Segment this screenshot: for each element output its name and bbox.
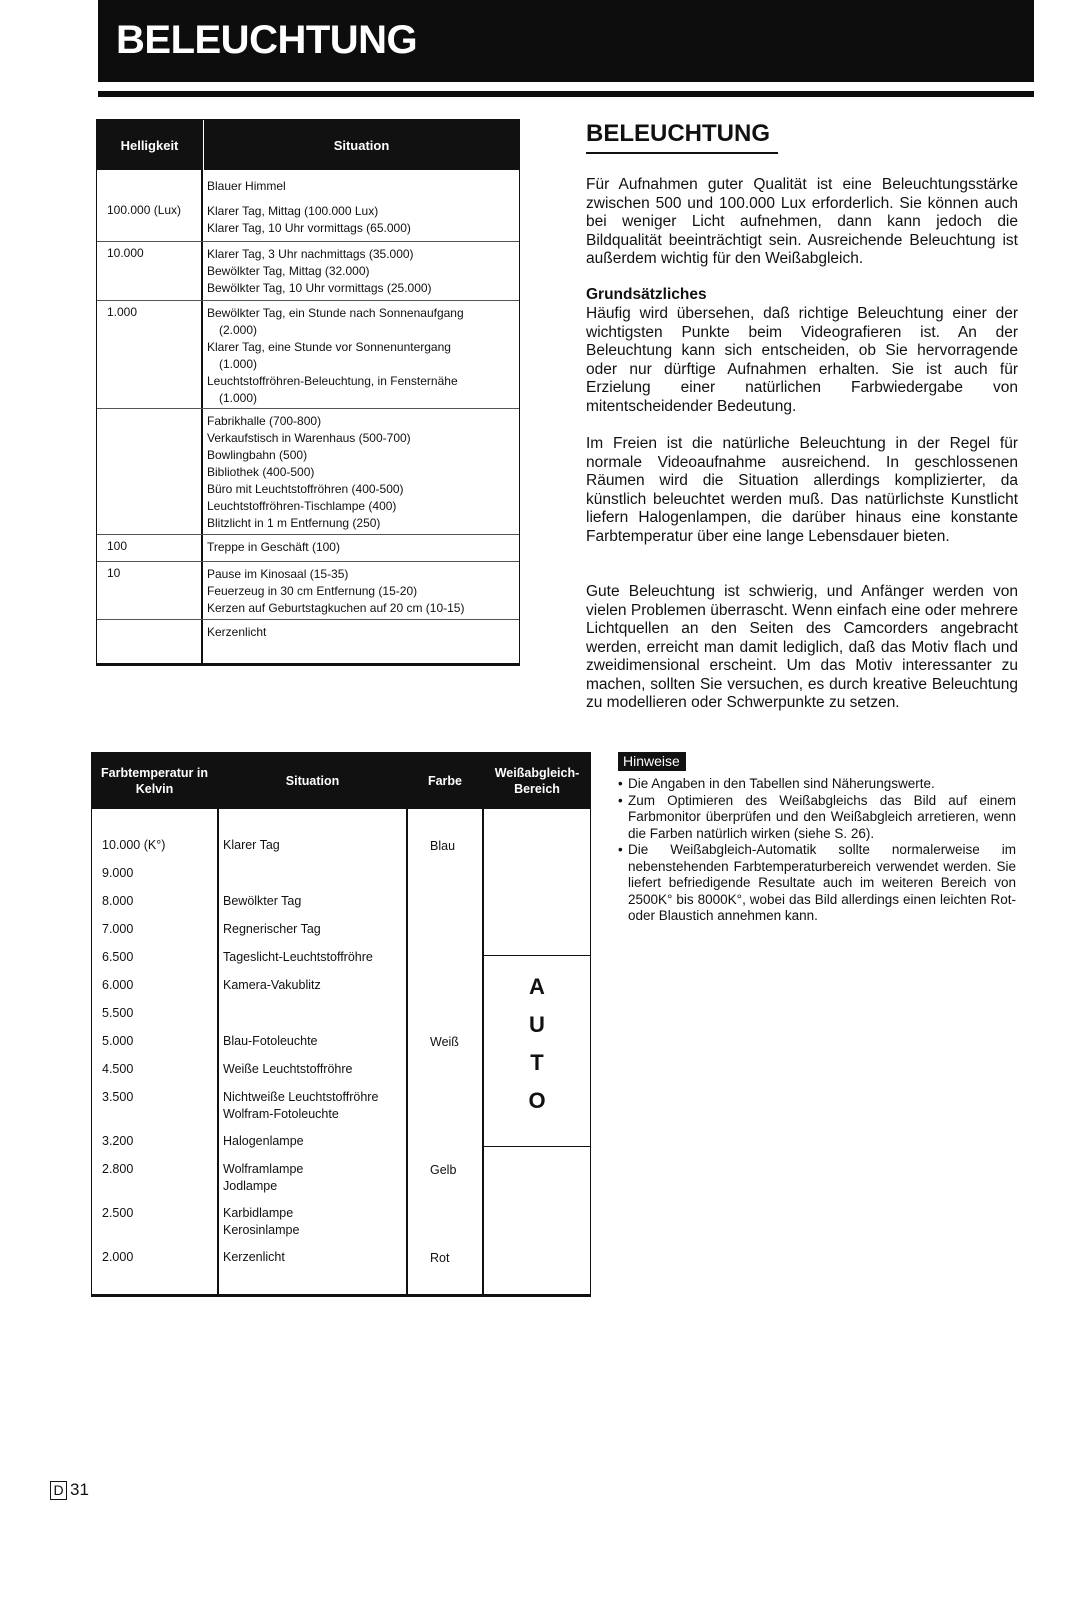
situation-line: Leuchtstoffröhren-Beleuchtung, in Fensternähe [207, 374, 458, 388]
farbe-value: Rot [430, 1251, 450, 1265]
situation-line: Blitzlicht in 1 m Entfernung (250) [207, 516, 381, 530]
situation-line: Fabrikhalle (700-800) [207, 414, 322, 428]
section-letter-box: D [50, 1481, 67, 1500]
kelvin-value: 6.000 [102, 978, 134, 992]
situation-line: (2.000) [219, 323, 258, 337]
lux-value: 10 [107, 566, 121, 580]
situation-line: Wolfram-Fotoleuchte [223, 1107, 339, 1121]
auto-letter: A [529, 974, 545, 999]
situation-line: Verkaufstisch in Warenhaus (500-700) [207, 431, 411, 445]
auto-letter: O [528, 1088, 546, 1113]
table-row [97, 561, 519, 615]
situation-line: Bewölkter Tag, 10 Uhr vormittags (25.000) [207, 281, 432, 295]
paragraph-2: Im Freien ist die natürliche Beleuchtung in der Regel für normale Videoaufnahme ausreichend. In geschlossenen Räumen wird die Situation allerdings komplizierter, da künstlich beleuchtet werden muß. Das natürlichste Kunstlicht liefern Halogenlampen, die darüber hinaus eine konstante Farbtemperatur über eine lange Lebensdauer bieten. [586, 435, 1018, 545]
situation-line: Bewölkter Tag, Mittag (32.000) [207, 264, 370, 278]
kelvin-value: 4.500 [102, 1062, 134, 1076]
lux-value: 100 [107, 539, 128, 553]
situation-line: Tageslicht-Leuchtstoffröhre [223, 950, 373, 964]
situation-cell [207, 305, 507, 407]
column-header-farbe: Farbe [427, 774, 463, 788]
column-divider [217, 753, 219, 1294]
paragraph-3: Gute Beleuchtung ist schwierig, und Anfänger werden von vielen Problemen überrascht. Wenn einfach eine oder mehrere Lichtquellen an den Seiten des Camcorders angebracht werden, erreicht man damit lediglich, daß das Motiv flach und zweidimensional erscheint. Um das Motiv interessanter zu machen, sollten Sie versuchen, es durch kreative Beleuchtung zu modellieren oder Schwerpunkte zu setzen. [586, 583, 1018, 711]
situation-cell [207, 566, 507, 617]
kelvin-value: 7.000 [102, 922, 134, 936]
lux-value: 100.000 (Lux) [107, 203, 182, 217]
situation-line: Klarer Tag, Mittag (100.000 Lux) [207, 204, 379, 218]
situation-line: Nichtweiße Leuchtstoffröhre [223, 1090, 379, 1104]
situation-line: Klarer Tag [223, 838, 280, 852]
column-header-situation: Situation [285, 774, 340, 788]
situation-line: Büro mit Leuchtstoffröhren (400-500) [207, 482, 404, 496]
lux-value: 10.000 [107, 246, 144, 260]
brightness-table [96, 119, 520, 666]
color-temperature-table [91, 752, 591, 1297]
situation-cell [223, 1205, 403, 1239]
situation-line: Treppe in Geschäft (100) [207, 540, 340, 554]
lux-value: 1.000 [107, 305, 138, 319]
page-title: BELEUCHTUNG [116, 18, 418, 62]
note-item: • Die Weißabgleich-Automatik sollte normalerweise im nebenstehenden Farbtemperaturbereich verwendet werden. Sie liefert befriedigende Resultate auch im weiteren Bereich von 2500K° bis 8000K°, wobei das Bild allerdings einen leichten Rot- oder Blaustich annehmen kann. [618, 842, 1016, 923]
situation-line: Klarer Tag, 10 Uhr vormittags (65.000) [207, 221, 411, 235]
color-table-header [92, 753, 590, 809]
situation-line: Jodlampe [223, 1179, 278, 1193]
kelvin-value: 3.500 [102, 1090, 134, 1104]
situation-line: Weiße Leuchtstoffröhre [223, 1062, 353, 1076]
column-header-farbtemperatur: Farbtemperatur in Kelvin [101, 766, 208, 796]
table-row [97, 300, 519, 405]
situation-line: Pause im Kinosaal (15-35) [207, 567, 349, 581]
situation-line: Kerzenlicht [207, 625, 267, 639]
situation-cell [207, 539, 507, 556]
situation-line: Kerzen auf Geburtstagkuchen auf 20 cm (10-15) [207, 601, 465, 615]
table-row [97, 241, 519, 295]
situation-cell [223, 1089, 403, 1123]
notes-label: Hinweise [618, 752, 686, 771]
kelvin-value: 9.000 [102, 866, 134, 880]
section-title: BELEUCHTUNG [586, 120, 770, 147]
brightness-table-header [97, 120, 519, 170]
farbe-value: Gelb [430, 1163, 457, 1177]
situation-line: Blauer Himmel [207, 179, 286, 193]
situation-cell [223, 1033, 403, 1050]
column-header-weissabgleich: Weißabgleich-Bereich [494, 766, 580, 796]
situation-line: Leuchtstoffröhren-Tischlampe (400) [207, 499, 397, 513]
situation-cell [223, 1249, 403, 1266]
situation-cell [207, 413, 507, 532]
situation-line: Bewölkter Tag, ein Stunde nach Sonnenaufgang [207, 306, 464, 320]
situation-line: Halogenlampe [223, 1134, 304, 1148]
situation-cell [207, 178, 507, 195]
situation-cell [207, 624, 507, 641]
note-item: • Zum Optimieren des Weißabgleichs das Bild auf einem Farbmonitor überprüfen und den Weißabgleich arretieren, wenn die Farben natürlich wirken (siehe S. 26). [618, 792, 1016, 841]
column-header-helligkeit: Helligkeit [120, 137, 179, 153]
header-rule [98, 91, 1034, 97]
auto-white-balance-range [484, 955, 590, 1147]
column-header-situation: Situation [203, 120, 519, 170]
farbe-value: Blau [430, 839, 456, 853]
section-title-underline [586, 152, 778, 154]
column-divider [406, 753, 408, 1294]
auto-letter: T [530, 1050, 544, 1075]
situation-line: Regnerischer Tag [223, 922, 321, 936]
situation-cell [223, 1161, 403, 1195]
kelvin-value: 2.500 [102, 1206, 134, 1220]
situation-line: (1.000) [219, 357, 258, 371]
situation-line: Feuerzeug in 30 cm Entfernung (15-20) [207, 584, 418, 598]
page-number: 31 [70, 1480, 89, 1499]
column-divider [201, 120, 203, 663]
farbe-value: Weiß [430, 1035, 459, 1049]
header-bar [98, 0, 1034, 82]
situation-line: Kamera-Vakublitz [223, 978, 321, 992]
paragraph-1: Häufig wird übersehen, daß richtige Beleuchtung einer der wichtigsten Punkte beim Videografieren ist. An der Beleuchtung kann sich entscheiden, ob Sie hervorragende oder nur dürftige Aufnahmen erhalten. Sie ist auch für Erzielung einer natürlichen Farbwiedergabe von mitentscheidender Bedeutung. [586, 305, 1018, 415]
situation-cell [223, 837, 403, 854]
kelvin-value: 3.200 [102, 1134, 134, 1148]
kelvin-value: 10.000 (K°) [102, 838, 166, 852]
notes-list [618, 776, 1016, 925]
kelvin-value: 6.500 [102, 950, 134, 964]
situation-line: Kerosinlampe [223, 1223, 300, 1237]
situation-cell [223, 1133, 403, 1150]
situation-line: Bewölkter Tag [223, 894, 302, 908]
situation-cell [207, 246, 507, 297]
situation-line: Kerzenlicht [223, 1250, 285, 1264]
subheading-grundsaetzliches: Grundsätzliches [586, 286, 707, 303]
situation-cell [223, 893, 403, 910]
kelvin-value: 8.000 [102, 894, 134, 908]
auto-letter: U [529, 1012, 545, 1037]
note-item: • Die Angaben in den Tabellen sind Näherungswerte. [618, 776, 935, 791]
situation-line: Bowlingbahn (500) [207, 448, 308, 462]
situation-cell [223, 921, 403, 938]
kelvin-value: 2.000 [102, 1250, 134, 1264]
table-row [97, 408, 519, 530]
situation-line: (1.000) [219, 391, 258, 405]
kelvin-value: 5.000 [102, 1034, 134, 1048]
table-row [97, 534, 519, 554]
situation-line: Blau-Fotoleuchte [223, 1034, 318, 1048]
page-footer [50, 1480, 89, 1500]
kelvin-value: 2.800 [102, 1162, 134, 1176]
situation-line: Karbidlampe [223, 1206, 294, 1220]
situation-cell [223, 949, 403, 966]
situation-line: Wolframlampe [223, 1162, 304, 1176]
situation-cell [207, 203, 507, 237]
kelvin-value: 5.500 [102, 1006, 134, 1020]
situation-line: Bibliothek (400-500) [207, 465, 315, 479]
situation-cell [223, 1061, 403, 1078]
intro-paragraph: Für Aufnahmen guter Qualität ist eine Beleuchtungsstärke zwischen 500 und 100.000 Lux erforderlich. Sie können auch bei weniger Licht aufnehmen, dann kann jedoch die Bildqualität beeinträchtigt sein. Ausreichende Beleuchtung ist außerdem wichtig für den Weißabgleich. [586, 176, 1018, 267]
situation-line: Klarer Tag, 3 Uhr nachmittags (35.000) [207, 247, 414, 261]
situation-line: Klarer Tag, eine Stunde vor Sonnenuntergang [207, 340, 451, 354]
situation-cell [223, 977, 403, 994]
table-row [97, 619, 519, 639]
